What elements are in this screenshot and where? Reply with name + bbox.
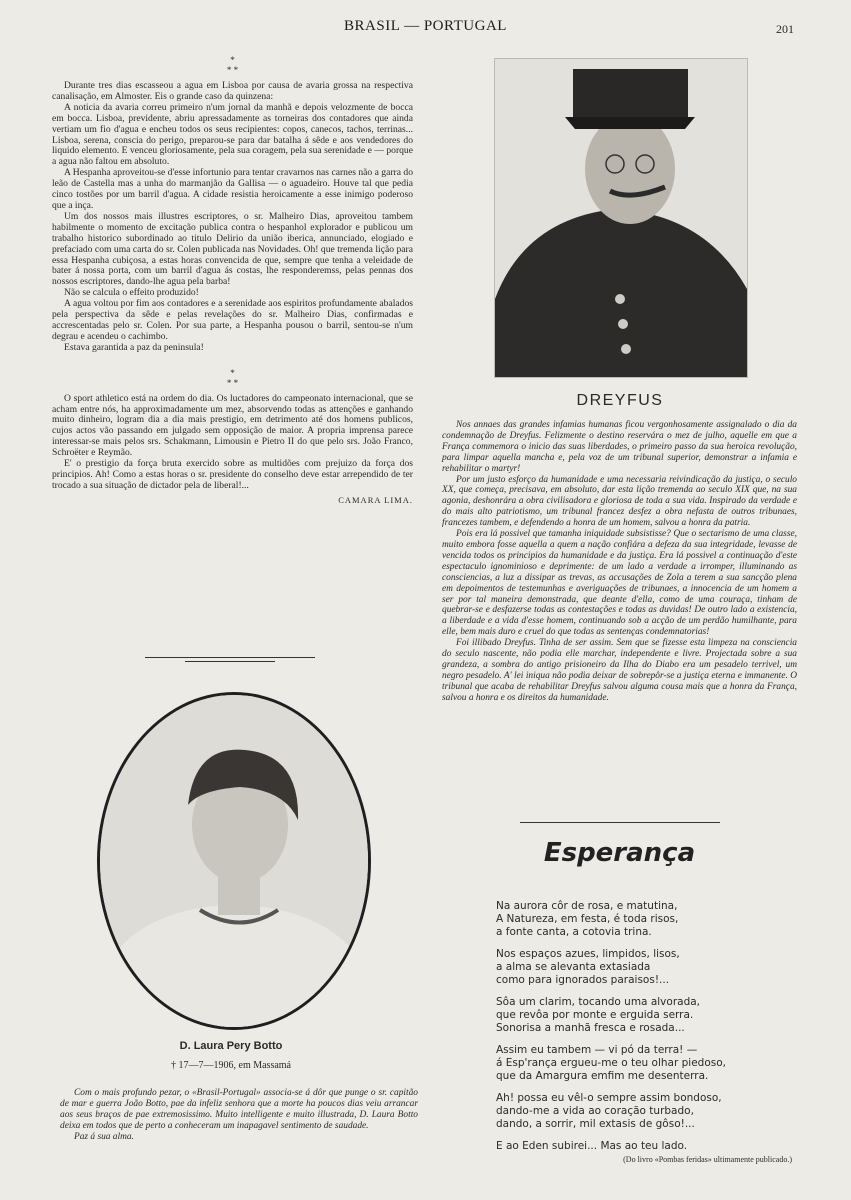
chronicle-paragraph: E' o prestigio da força bruta exercido sobre as multidões com prejuizo da força dos principios. Ah! Como a estas horas o sr. presidente do conselho deve estar arrependido de ter trocado a sua situação de dictador pela de liberal!... xyxy=(52,458,413,491)
obituary-closing: Paz á sua alma. xyxy=(74,1131,134,1142)
portrait-name: D. Laura Pery Botto xyxy=(179,1040,283,1052)
poem-stanza xyxy=(496,1044,796,1083)
poem-title: Esperança xyxy=(543,838,696,868)
chronicle-paragraph: Um dos nossos mais illustres escriptores, o sr. Malheiro Dias, aproveitou tambem habilmente o momento de excitação publica contra o hespanhol explorador e publicou um trabalho historico subordinado ao titulo Delirio da união iberica, annunciado, elogiado e prefaciado com uma carta do sr. Colen publicada nas Novidades. Oh! que tremenda lição para essa Hespanha cubiçosa, a estas horas convencida de que, sempre que tenha a veleidade de bater á nossa porta, com um barril d'agua ás costas, lhe responderemss, pelas pennas dos nossos escriptores, dando-lhe agua pela barba! xyxy=(52,210,413,288)
poem-line: a alma se alevanta extasiada xyxy=(496,961,651,973)
poem-stanza xyxy=(496,948,796,987)
chronicle-paragraph: A Hespanha aproveitou-se d'esse infortunio para tentar cravarnos nas carnes não a garra do leão de Castella mas a unha do marmanjão da Gallisa — o aguadeiro. Houve tal que pedia cinco tostões por um barril d'agua. A cidade resistia heroicamente a esse inimigo poderoso que a inça. xyxy=(52,167,413,211)
section-star: * xyxy=(230,55,235,65)
poem-line: E ao Eden subirei... Mas ao teu lado. xyxy=(496,1140,688,1152)
poem-stanza xyxy=(496,1092,796,1131)
dreyfus-title: DREYFUS xyxy=(576,392,664,409)
poem-body xyxy=(496,900,796,1162)
dreyfus-paragraph: Foi illibado Dreyfus. Tinha de ser assim. Sem que se fizesse esta limpeza na consciencia do seculo nascente, não podia elle marchar, independente e livre. Projectada sobre a sua grandeza, a sombra do antigo prisioneiro da Ilha do Diabo era um pesadelo terrivel, um negro pesadelo. A' lei iniqua não podia deixar de sobrepôr-se a justiça eterna e immanente. O tribunal que acaba de rehabilitar Dreyfus salvou alguma cousa mais que a honra da França, salvou a honra e os direitos da humanidade. xyxy=(442,638,797,703)
poem-line: Na aurora côr de rosa, e matutina, xyxy=(496,900,678,912)
dreyfus-illustration xyxy=(495,59,747,377)
poem-line: dando-me a vida ao coração turbado, xyxy=(496,1105,694,1117)
poem-line: a fonte canta, a cotovia trina. xyxy=(496,926,652,938)
author-signature: CAMARA LIMA. xyxy=(338,494,413,505)
section-stars: * * xyxy=(226,377,239,388)
poem-line: como para ignorados paraisos!... xyxy=(496,974,670,986)
poem-line: Sonorisa a manhã fresca e rosada... xyxy=(496,1022,685,1034)
poem-line: que da Amargura emfim me desenterra. xyxy=(496,1070,709,1082)
poem-line: que revôa por monte e erguida serra. xyxy=(496,1009,694,1021)
obituary-text xyxy=(60,1088,418,1143)
portrait-laura-botto xyxy=(97,692,371,1030)
page-number: 201 xyxy=(776,22,794,36)
poem-line: á Esp'rança ergueu-me o teu olhar piedoso, xyxy=(496,1057,727,1069)
section-stars: * * xyxy=(226,65,239,75)
chronicle-paragraph: A noticia da avaria correu primeiro n'um jornal da manhã e depois velozmente de bocca em bocca. Lisboa, previdente, abriu apressadamente as torneiras dos contadores que ainda vertiam um fio d'agua e encheu todos os seus recipientes: copos, canecos, tachos, terrinas... Lisboa, serena, conscia do perigo, preparou-se para dar batalha á sêde e aos vendedores do liquido elemento. E venceu gloriosamente, pela sua coragem, pela sua serenidade e — porque a agua não faltou em absoluto. xyxy=(52,101,413,168)
obituary-paragraph: Com o mais profundo pezar, o «Brasil-Portugal» associa-se á dôr que punge o sr. capitão de mar e guerra João Botto, pae da infeliz senhora que a morte ha poucos dias veiu arrancar aos seus braços de pae extremosissimo. Muito intelligente e muito illustrada, D. Laura Botto deixa em todos que de perto a conheceram um inapagavel sentimento de saudade. xyxy=(60,1088,418,1131)
dreyfus-paragraph: Pois era lá possivel que tamanha iniquidade subsistisse? Que o sectarismo de uma classe, muito embora fosse aquella a quem a nação confiára a defeza da sua integridade, levasse de vencida todos os principios da humanidade e da justiça. Era lá possivel a continuação d'este espectaculo ignominioso e deprimente: de um lado a verdade a irromper, illuminando as consciencias, a luz a dissipar as trevas, as accusações de Zola a terem a sua sancção plena em depoimentos de testemunhas e averiguações de tribunaes, a innocencia de um homem a ser por tal maneira demonstrada, que deante d'ella, como de uma couraça, tinham de quebrar-se e desfazerse todas as contestações e todas as duvidas! De outro lado a existencia, a liberdade e a vida d'esse homem, continuando sob a acção de um perdão humilhante, para elle, bem mais duro e cruel do que todas as sentenças condemnatorias! xyxy=(442,529,797,638)
dreyfus-paragraph: Nos annaes das grandes infamias humanas ficou vergonhosamente assignalado o dia da condemnação de Dreyfus. Felizmente o destino reservára o mez de julho, aquelle em que a França commemora o inicio das suas liberdades, o primeiro passo da sua heroica revolução, para limpar aquella mancha e, pela voz de um tribunal superior, demonstrar a infamia e rehabilitar o martyr! xyxy=(442,420,797,474)
poem-line: Ah! possa eu vêl-o sempre assim bondoso, xyxy=(496,1092,722,1104)
poem-line: Assim eu tambem — vi pó da terra! — xyxy=(496,1044,698,1056)
divider-rule xyxy=(145,657,315,658)
divider-rule xyxy=(520,822,720,823)
poem-line: A Natureza, em festa, é toda risos, xyxy=(496,913,679,925)
poem-line: Nos espaços azues, limpidos, lisos, xyxy=(496,948,680,960)
poem-stanza xyxy=(496,900,796,939)
page-header-title: BRASIL — PORTUGAL xyxy=(344,18,507,34)
divider-rule xyxy=(185,661,275,662)
chronicle-paragraph: Estava garantida a paz da peninsula! xyxy=(64,341,204,353)
section-star: * xyxy=(230,367,235,378)
dreyfus-article xyxy=(442,420,797,704)
portrait-date: † 17—7—1906, em Massamá xyxy=(171,1060,291,1071)
poem-source: (Do livro «Pombas feridas» ultimamente publicado.) xyxy=(623,1155,792,1164)
poem-stanza xyxy=(496,996,796,1035)
chronicle-paragraph: A agua voltou por fim aos contadores e a serenidade aos espiritos profundamente abalados pela perspectiva da sêde e pelas revelações do sr. Malheiro Dias, confirmadas e accrescentadas pelo sr. Colen. Por sua parte, a Hespanha pousou o barril, sentou-se n'um degrau e acendeu o cachimbo. xyxy=(52,298,413,342)
chronicle-paragraph: O sport athletico está na ordem do dia. Os luctadores do campeonato internacional, que se acham entre nós, ha approximadamente um mez, absorvendo todas as attenções e ganhando muito dinheiro, logram dia a dia mais prestigio, em detrimento até dos homens publicos, cujos actos vão passando em julgado sem opposição de maior. A propria imprensa parece interessar-se mais pelos srs. Schakmann, Limousin e Pietro II do que pelo srs. João Franco, Schroëter e Reymão. xyxy=(52,392,413,459)
left-column-chronicle xyxy=(52,55,413,506)
portrait-dreyfus xyxy=(494,58,748,378)
chronicle-paragraph: Não se calcula o effeito produzido! xyxy=(64,287,199,299)
poem-line: Sôa um clarim, tocando uma alvorada, xyxy=(496,996,701,1008)
poem-stanza xyxy=(496,1140,796,1153)
portrait-illustration xyxy=(100,695,368,1027)
chronicle-paragraph: Durante tres dias escasseou a agua em Lisboa por causa de avaria grossa na respectiva canalisação, em Almoster. Eis o grande caso da quinzena: xyxy=(52,80,413,102)
poem-line: dando, a sorrir, mil extasis de gôso!... xyxy=(496,1118,695,1130)
dreyfus-paragraph: Por um justo esforço da humanidade e uma necessaria reivindicação da justiça, o seculo XX, que começa, precisava, em absoluto, dar esta lição tremenda ao seculo XIX que, na sua agonia, deshonrára a obra civilisadora e gloriosa de toda a sua vida. Inspirado da verdade e do mais alto patriotismo, um tribunal francez desfez a obra nefasta de outros tribunaes, francezes tambem, e defendendo a honra de um homem, salvou a honra da patria. xyxy=(442,474,797,529)
